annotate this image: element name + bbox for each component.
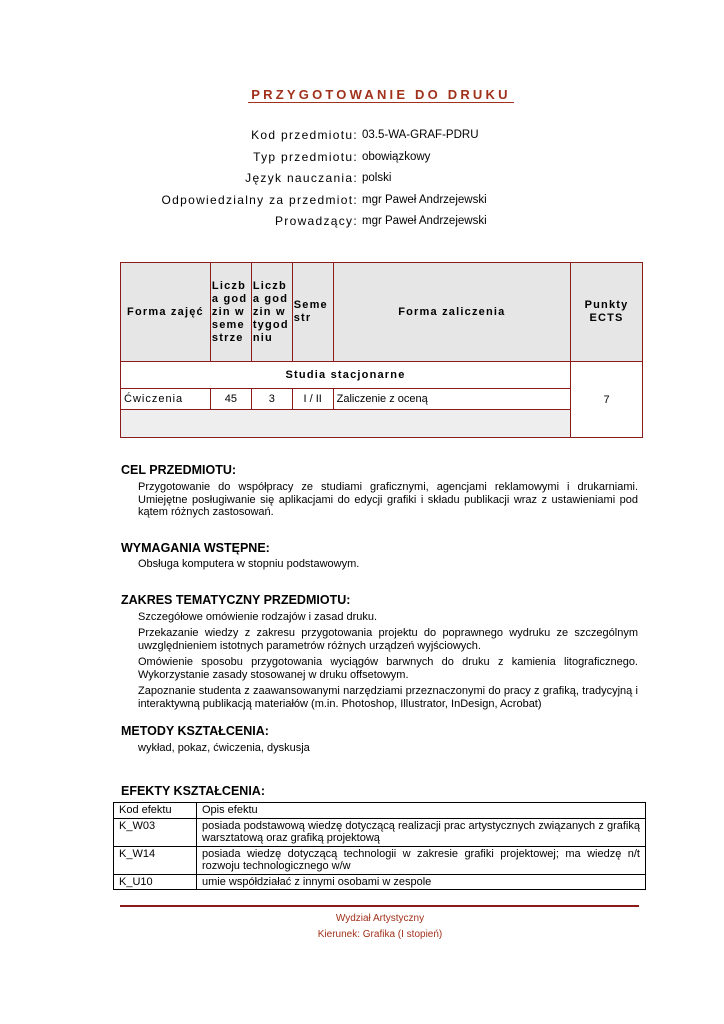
meta-value: 03.5-WA-GRAF-PDRU [362, 129, 479, 141]
course-table [120, 262, 643, 438]
header-liczba-sem: Liczba godzin w semestrze [210, 263, 251, 362]
meta-label: Język nauczania: [245, 171, 358, 185]
zakres-item: Przekazanie wiedzy z zakresu przygotowania projektu do poprawnego wydruku ze szczególnym uwzględnieniem istotnych parametrów różnych urządzeń wyjściowych. [138, 627, 638, 652]
table-row [114, 818, 646, 846]
empty-cell [121, 410, 571, 438]
cel-heading: CEL PRZEDMIOTU: [121, 463, 237, 477]
footer-divider [120, 905, 639, 907]
efekty-col-kod: Kod efektu [114, 803, 197, 819]
table-header-row [121, 263, 643, 362]
zakres-item: Zapoznanie studenta z zaawansowanymi narzędziami przeznaczonymi do pracy z grafiką, tradycyjną i interaktywną publikacją materiałów (m.in. Photoshop, Illustrator, InDesign, Acrobat) [138, 685, 638, 710]
footer-wydzial: Wydział Artystyczny [335, 913, 425, 924]
section-row [121, 362, 643, 389]
cell-godz-tyg: 3 [251, 389, 292, 410]
title-underline [248, 102, 514, 103]
empty-row [121, 410, 643, 438]
efekt-kod: K_U10 [114, 874, 197, 890]
meta-label: Odpowiedzialny za przedmiot: [161, 193, 358, 207]
table-row [121, 389, 643, 410]
efekt-opis: posiada wiedzę dotyczącą technologii w zakresie grafiki projektowej; ma wiedzę n/t rozwoju technologicznego w/w [197, 846, 646, 874]
table-row [114, 846, 646, 874]
header-zaliczenie: Forma zaliczenia [333, 263, 570, 362]
zakres-item: Omówienie sposobu przygotowania wyciągów barwnych do druku z kamienia litograficznego. Wykorzystanie zasady stosowanej w druku offsetowym. [138, 656, 638, 681]
meta-value: obowiązkowy [362, 151, 431, 163]
meta-value: mgr Paweł Andrzejewski [362, 215, 487, 227]
efekt-opis: posiada podstawową wiedzę dotyczącą realizacji prac artystycznych związanych z grafiką warsztatową oraz grafiką projektową [197, 818, 646, 846]
meta-value: polski [362, 172, 392, 184]
header-liczba-tyg: Liczba godzin w tygodniu [251, 263, 292, 362]
cell-zaliczenie: Zaliczenie z oceną [333, 389, 570, 410]
cell-godz-sem: 45 [210, 389, 251, 410]
header-semestr: Semestr [292, 263, 333, 362]
efekty-heading: EFEKTY KSZTAŁCENIA: [121, 784, 265, 798]
efekty-header-row [114, 803, 646, 819]
efekt-kod: K_W14 [114, 846, 197, 874]
efekty-table [113, 802, 646, 890]
cell-forma: Ćwiczenia [121, 389, 211, 410]
efekty-col-opis: Opis efektu [197, 803, 646, 819]
efekt-kod: K_W03 [114, 818, 197, 846]
cel-text: Przygotowanie do współpracy ze studiami graficznymi, agencjami reklamowymi i drukarniami. Umiejętne posługiwanie się aplikacjami do edycji grafiki i składu publikacji wraz z ustawieniami pod kątem różnych zastosowań. [138, 481, 638, 518]
meta-label: Kod przedmiotu: [251, 128, 358, 142]
header-ects: Punkty ECTS [571, 263, 643, 362]
meta-value: mgr Paweł Andrzejewski [362, 194, 487, 206]
metody-text: wykład, pokaz, ćwiczenia, dyskusja [138, 742, 310, 754]
page-title: PRZYGOTOWANIE DO DRUKU [251, 87, 511, 102]
efekt-opis: umie współdziałać z innymi osobami w zespole [197, 874, 646, 890]
footer-kierunek: Kierunek: Grafika (I stopień) [317, 929, 443, 940]
wymagania-text: Obsługa komputera w stopniu podstawowym. [138, 558, 360, 570]
wymagania-heading: WYMAGANIA WSTĘPNE: [121, 541, 270, 555]
table-row [114, 874, 646, 890]
meta-label: Typ przedmiotu: [253, 150, 358, 164]
meta-label: Prowadzący: [275, 214, 358, 228]
section-label: Studia stacjonarne [121, 362, 571, 389]
zakres-item: Szczegółowe omówienie rodzajów i zasad druku. [138, 611, 378, 623]
ects-value: 7 [571, 362, 643, 438]
zakres-heading: ZAKRES TEMATYCZNY PRZEDMIOTU: [121, 593, 351, 607]
cell-semestr: I / II [292, 389, 333, 410]
header-forma: Forma zajęć [121, 263, 211, 362]
metody-heading: METODY KSZTAŁCENIA: [121, 724, 269, 738]
